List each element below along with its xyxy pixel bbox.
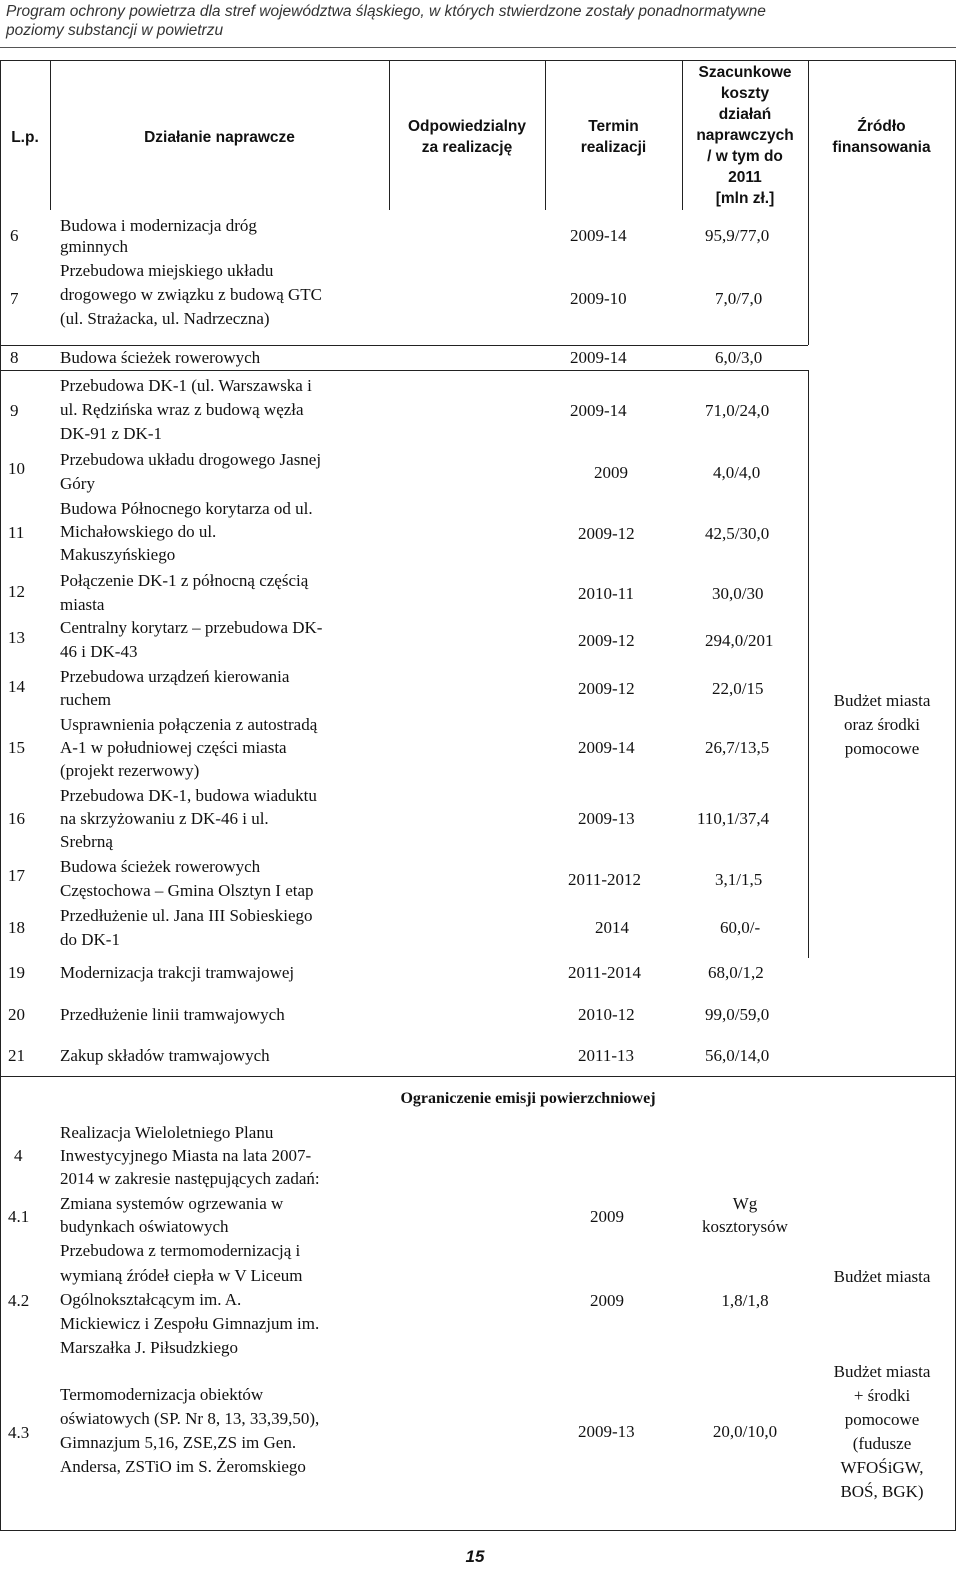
- row-cost: 294,0/201: [705, 631, 774, 650]
- row-cost: 110,1/37,4: [697, 809, 770, 828]
- row-cost: 95,9/77,0: [705, 226, 770, 245]
- row-action-line: do DK-1: [60, 930, 120, 949]
- row-term: 2009: [590, 1291, 624, 1310]
- header-lp: L.p.: [11, 129, 39, 146]
- row-action-line: drogowego w związku z budową GTC: [60, 285, 323, 304]
- row-cost-line: Wg: [732, 1194, 758, 1213]
- row-action-line: Przebudowa DK-1, budowa wiaduktu: [60, 786, 317, 805]
- row-action-line: Realizacja Wieloletniego Planu: [60, 1123, 274, 1142]
- row-divider-8-top: [0, 345, 808, 346]
- row-lp: 7: [10, 289, 19, 308]
- row-cost-line: 20,0/10,0: [712, 1422, 778, 1441]
- row-term: 2009-12: [578, 631, 635, 650]
- row-lp: 20: [8, 1005, 25, 1024]
- header-term-line-2: realizacji: [580, 139, 647, 156]
- row-action-line: gminnych: [60, 237, 128, 256]
- row-lp: 18: [8, 918, 25, 937]
- header-rule: [0, 47, 956, 48]
- row-action-line: Gimnazjum 5,16, ZSE,ZS im Gen.: [60, 1433, 297, 1452]
- row-lp: 6: [10, 226, 19, 245]
- row-cost: 3,1/1,5: [715, 870, 763, 889]
- header-term-line-1: Termin: [588, 118, 639, 135]
- row-cost: 42,5/30,0: [705, 524, 770, 543]
- header-action: Działanie naprawcze: [144, 129, 295, 146]
- header-responsible-line-2: za realizację: [421, 139, 513, 156]
- row-cost: 7,0/7,0: [715, 289, 763, 308]
- row-term: 2009-12: [578, 524, 635, 543]
- row-action-line: ruchem: [60, 690, 111, 709]
- header-responsible-line-1: Odpowiedzialny: [408, 118, 526, 135]
- row-term: 2009-13: [578, 1422, 635, 1441]
- source-line: + środki: [853, 1386, 911, 1405]
- row-lp: 21: [8, 1046, 25, 1065]
- row-action-line: (projekt rezerwowy): [60, 761, 200, 780]
- row-term: 2011-2014: [568, 963, 642, 982]
- row-action-line: Połączenie DK-1 z północną częścią: [60, 571, 309, 590]
- col-divider-responsible: [545, 60, 546, 210]
- row-lp: 4.1: [8, 1207, 30, 1226]
- header-source-line-1: Źródło: [857, 118, 906, 135]
- document-header-line-2: poziomy substancji w powietrzu: [6, 22, 224, 39]
- row-lp: 4.2: [8, 1291, 30, 1310]
- row-lp: 15: [8, 738, 25, 757]
- table-left-border: [0, 60, 1, 1078]
- row-action-line: Termomodernizacja obiektów: [60, 1385, 264, 1404]
- row-action-line: oświatowych (SP. Nr 8, 13, 33,39,50),: [60, 1409, 320, 1428]
- row-cost: 26,7/13,5: [705, 738, 770, 757]
- row-action-line: Centralny korytarz – przebudowa DK-: [60, 618, 323, 637]
- row-cost: 4,0/4,0: [713, 463, 761, 482]
- col-divider-cost: [808, 60, 809, 345]
- row-lp: 17: [8, 866, 25, 885]
- row-cost: 56,0/14,0: [705, 1046, 770, 1065]
- row-action-line: 46 i DK-43: [60, 642, 138, 661]
- row-term: 2011-2012: [568, 870, 642, 889]
- row-action-line: Mickiewicz i Zespołu Gimnazjum im.: [60, 1314, 320, 1333]
- section-title: Ograniczenie emisji powierzchniowej: [400, 1090, 656, 1107]
- row-action-line: Zakup składów tramwajowych: [60, 1046, 270, 1065]
- row-lp: 14: [8, 677, 25, 696]
- row-action-line: Marszałka J. Piłsudzkiego: [60, 1338, 238, 1357]
- row-lp: 10: [8, 459, 25, 478]
- row-action-line: A-1 w południowej części miasta: [60, 738, 287, 757]
- col-divider-cost-lower: [808, 370, 809, 958]
- row-action-line: Góry: [60, 474, 95, 493]
- source-line: Budżet miasta: [833, 691, 931, 710]
- source-line: Budżet miasta: [833, 1362, 931, 1381]
- source-line: oraz środki: [843, 715, 920, 734]
- row-lp: 11: [8, 523, 25, 542]
- row-action-line: ul. Rędzińska wraz z budową węzła: [60, 400, 304, 419]
- table-right-border: [955, 60, 956, 1078]
- row-action-line: Przedłużenie linii tramwajowych: [60, 1005, 285, 1024]
- row-action-line: miasta: [60, 595, 105, 614]
- source-line: Budżet miasta: [833, 1267, 931, 1286]
- col-divider-term: [682, 60, 683, 210]
- row-lp: 9: [10, 401, 19, 420]
- row-action-line: DK-91 z DK-1: [60, 424, 162, 443]
- row-action-line: Michałowskiego do ul.: [60, 522, 217, 541]
- header-cost-line-6: 2011: [728, 169, 762, 186]
- row-cost-line: 1,8/1,8: [721, 1291, 769, 1310]
- row-action-line: Przedłużenie ul. Jana III Sobieskiego: [60, 906, 313, 925]
- row-action-line: Częstochowa – Gmina Olsztyn I etap: [60, 881, 314, 900]
- row-action-line: wymianą źródeł ciepła w V Liceum: [60, 1266, 303, 1285]
- row-action-line: Budowa ścieżek rowerowych: [60, 348, 261, 367]
- row-action-line: 2014 w zakresie następujących zadań:: [60, 1169, 320, 1188]
- row-divider-8-bottom: [0, 370, 808, 371]
- page-number: 15: [465, 1547, 485, 1566]
- row-action-line: Przebudowa urządzeń kierowania: [60, 667, 290, 686]
- row-cost: 99,0/59,0: [705, 1005, 770, 1024]
- row-action-line: Przebudowa miejskiego układu: [60, 261, 274, 280]
- header-source-line-2: finansowania: [832, 139, 931, 156]
- header-cost-line-4: naprawczych: [696, 127, 794, 144]
- row-action-line: Budowa Północnego korytarza od ul.: [60, 499, 313, 518]
- row-cost: 6,0/3,0: [715, 348, 763, 367]
- row-term: 2009-10: [570, 289, 627, 308]
- document-header: [6, 2, 956, 40]
- row-action-line: Przebudowa DK-1 (ul. Warszawska i: [60, 376, 312, 395]
- row-cost: 22,0/15: [712, 679, 764, 698]
- row-lp: 4: [14, 1146, 23, 1165]
- row-action-line: Zmiana systemów ogrzewania w: [60, 1194, 284, 1213]
- row-lp: 12: [8, 582, 25, 601]
- row-cost: 60,0/-: [720, 918, 761, 937]
- row-action-line: Usprawnienia połączenia z autostradą: [60, 715, 318, 734]
- source-line: WFOŚiGW,: [840, 1458, 924, 1477]
- row-term: 2009-14: [570, 226, 627, 245]
- document-header-line-1: Program ochrony powietrza dla stref województwa śląskiego, w których stwierdzone zostały ponadnormatywne: [6, 3, 766, 20]
- row-term: 2009-13: [578, 809, 635, 828]
- table-bottom-border: [0, 1530, 956, 1531]
- col-divider-lp: [50, 60, 51, 210]
- row-cost-line: kosztorysów: [702, 1217, 788, 1236]
- row-term: 2011-13: [578, 1046, 635, 1065]
- row-action-line: Przebudowa układu drogowego Jasnej: [60, 450, 322, 469]
- row-cost: 30,0/30: [712, 584, 764, 603]
- header-cost-line-2: koszty: [720, 85, 770, 102]
- col-divider-action: [389, 60, 390, 210]
- row-term: 2014: [595, 918, 629, 937]
- source-line: (fudusze: [852, 1434, 912, 1453]
- row-cost: 71,0/24,0: [705, 401, 770, 420]
- row-action-line: na skrzyżowaniu z DK-46 i ul.: [60, 809, 269, 828]
- row-term: 2010-12: [578, 1005, 635, 1024]
- row-action-line: Przebudowa z termomodernizacją i: [60, 1241, 301, 1260]
- row-term: 2009-14: [578, 738, 635, 757]
- header-cost-line-3: działań: [718, 106, 772, 123]
- row-action-line: Makuszyńskiego: [60, 545, 176, 564]
- row-lp: 4.3: [8, 1423, 30, 1442]
- row-lp: 13: [8, 628, 25, 647]
- table-top-border: [0, 60, 956, 61]
- source-line: BOŚ, BGK): [840, 1482, 924, 1501]
- header-cost-line-5: / w tym do: [707, 148, 783, 165]
- source-line: pomocowe: [844, 1410, 920, 1429]
- row-action-line: Andersa, ZSTiO im S. Żeromskiego: [60, 1457, 306, 1476]
- row-action-line: (ul. Strażacka, ul. Nadrzeczna): [60, 309, 270, 328]
- row-term: 2010-11: [578, 584, 635, 603]
- section-top-border: [0, 1076, 956, 1077]
- section-left-border: [0, 1076, 1, 1530]
- row-action-line: Ogólnokształcącym im. A.: [60, 1290, 242, 1309]
- row-action-line: Inwestycyjnego Miasta na lata 2007-: [60, 1146, 312, 1165]
- row-term: 2009: [594, 463, 628, 482]
- row-cost: 68,0/1,2: [708, 963, 764, 982]
- header-cost-line-7: [mln zł.]: [715, 190, 775, 207]
- section-right-border: [955, 1076, 956, 1530]
- row-lp: 16: [8, 809, 25, 828]
- source-line: pomocowe: [844, 739, 920, 758]
- row-lp: 8: [10, 348, 19, 367]
- row-action-line: budynkach oświatowych: [60, 1217, 229, 1236]
- row-action-line: Modernizacja trakcji tramwajowej: [60, 963, 295, 982]
- row-term: 2009: [590, 1207, 624, 1226]
- row-action-line: Srebrną: [60, 832, 113, 851]
- row-term: 2009-14: [570, 348, 627, 367]
- row-term: 2009-14: [570, 401, 627, 420]
- row-action-line: Budowa ścieżek rowerowych: [60, 857, 261, 876]
- header-cost-line-1: Szacunkowe: [698, 64, 792, 81]
- row-action-line: Budowa i modernizacja dróg: [60, 216, 257, 235]
- row-lp: 19: [8, 963, 25, 982]
- row-term: 2009-12: [578, 679, 635, 698]
